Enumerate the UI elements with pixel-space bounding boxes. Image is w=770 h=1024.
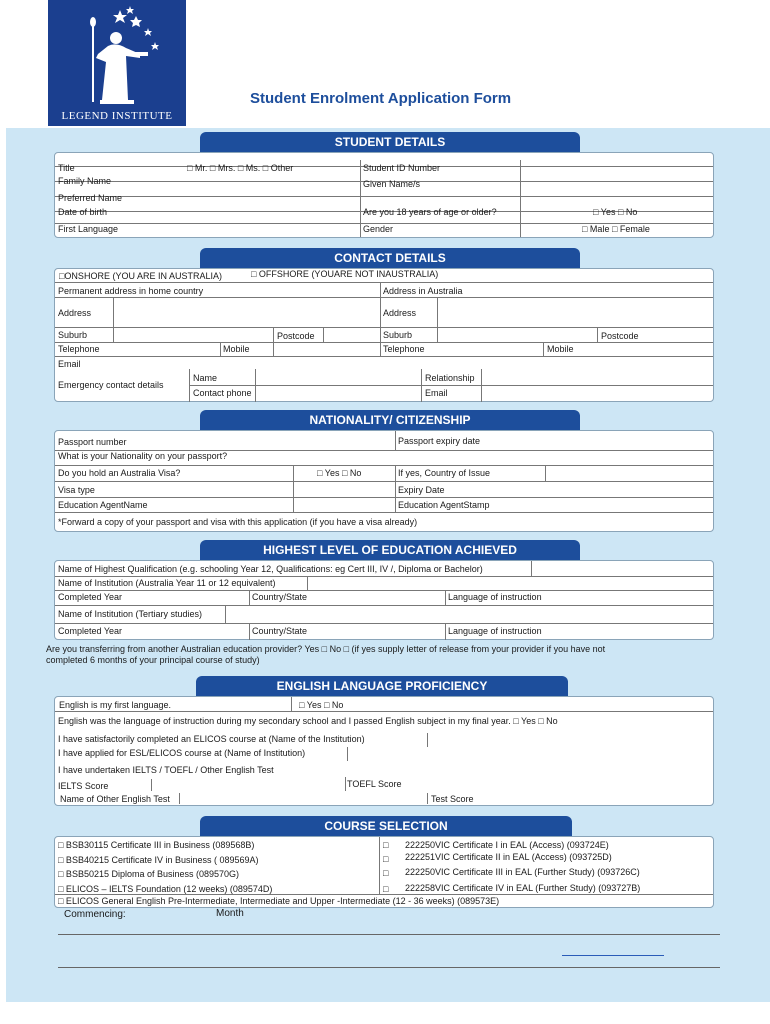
checkbox-icon[interactable]: □ [383,868,389,878]
checkbox-icon[interactable]: □ [383,840,389,850]
passport-note: *Forward a copy of your passport and visa with this application (if you have a visa already) [58,517,418,527]
toefl-score-label: TOEFL Score [347,779,402,789]
nationality-question: What is your Nationality on your passport? [58,451,228,461]
ielts-score-label: IELTS Score [58,781,109,791]
passport-number-label: Passport number [58,437,127,447]
visa-question: Do you hold an Australia Visa? [58,468,181,478]
family-name-label: Family Name [58,176,112,186]
language-instruction-label-1: Language of instruction [448,592,542,602]
checkbox-icon[interactable]: □ [383,884,389,894]
section-header-nationality: NATIONALITY/ CITIZENSHIP [200,410,580,430]
other-test-label: Name of Other English Test [60,794,170,804]
form-title: Student Enrolment Application Form [250,90,512,107]
completed-year-label-2: Completed Year [58,626,123,636]
institution-year11-label: Name of Institution (Australia Year 11 or 12 equivalent) [58,578,276,588]
suburb-label-left: Suburb [58,330,88,340]
section-header-student: STUDENT DETAILS [200,132,580,152]
course-option-ielts-foundation[interactable]: □ ELICOS – IELTS Foundation (12 weeks) (089574D) [58,884,273,894]
test-score-label: Test Score [431,794,474,804]
emergency-name-label: Name [193,373,218,383]
offshore-option[interactable]: □ OFFSHORE (YOUARE NOT INAUSTRALIA) [251,269,439,279]
first-language-label: First Language [58,224,119,234]
email-label: Email [58,359,81,369]
passport-expiry-label: Passport expiry date [398,436,481,446]
student-details-panel [54,152,714,238]
onshore-option[interactable]: □ONSHORE (YOU ARE IN AUSTRALIA) [59,271,222,281]
section-header-education: HIGHEST LEVEL OF EDUCATION ACHIEVED [200,540,580,560]
statue-emblem-icon [48,0,186,110]
bottom-line [58,967,720,968]
suburb-label-right: Suburb [383,330,413,340]
section-header-contact: CONTACT DETAILS [200,248,580,268]
date-underline [562,955,664,956]
course-option-bsb40215[interactable]: □ BSB40215 Certificate IV in Business ( 089569A) [58,855,259,865]
commencing-label: Commencing: [64,909,126,920]
address-label-right: Address [383,308,417,318]
title-options[interactable]: □ Mr. □ Mrs. □ Ms. □ Other [187,163,294,173]
country-state-label-1: Country/State [252,592,308,602]
institution-tertiary-label: Name of Institution (Tertiary studies) [58,609,203,619]
expiry-date-label: Expiry Date [398,485,445,495]
english-instruction-question[interactable]: English was the language of instruction during my secondary school and I passed English subject in my final year. □ Yes □ No [58,716,558,726]
transfer-question: Are you transferring from another Australian education provider? Yes □ No □ (if yes supply letter of release from your provider if you have not [46,644,606,654]
title-label: Title [58,163,75,173]
mobile-label-right: Mobile [547,344,574,354]
checkbox-icon[interactable]: □ [383,854,389,864]
english-first-language-options[interactable]: □ Yes □ No [299,700,344,710]
preferred-name-label: Preferred Name [58,193,123,203]
elicos-applied-label: I have applied for ESL/ELICOS course at (Name of Institution) [58,748,306,758]
contact-details-panel [54,268,714,402]
visa-type-label: Visa type [58,485,95,495]
address-australia-label: Address in Australia [383,286,463,296]
course-option-222258vic-iv[interactable]: 222258VIC Certificate IV in EAL (Further Study) (093727B) [405,883,641,893]
relationship-label: Relationship [425,373,475,383]
course-option-222250vic-i[interactable]: 222250VIC Certificate I in EAL (Access) (093724E) [405,840,609,850]
course-option-222251vic-ii[interactable]: 222251VIC Certificate II in EAL (Access) (093725D) [405,852,612,862]
english-first-language-label: English is my first language. [59,700,172,710]
given-names-label: Given Name/s [363,179,421,189]
month-label: Month [216,908,244,919]
country-issue-label: If yes, Country of Issue [398,468,491,478]
signature-line [58,934,720,935]
student-id-label: Student ID Number [363,163,441,173]
address-label-left: Address [58,308,92,318]
institute-logo [48,0,186,126]
language-instruction-label-2: Language of instruction [448,626,542,636]
highest-qualification-label: Name of Highest Qualification (e.g. schooling Year 12, Qualifications: eg Cert III, IV /, Diploma or Bachelor) [58,564,483,574]
gender-options[interactable]: □ Male □ Female [582,224,650,234]
course-option-general-english[interactable]: □ ELICOS General English Pre-Intermediate, Intermediate and Upper -Intermediate (12 - 36 weeks) (089573E) [58,896,500,906]
visa-options[interactable]: □ Yes □ No [317,468,362,478]
agent-stamp-label: Education AgentStamp [398,500,490,510]
gender-label: Gender [363,224,394,234]
logo-text: LEGEND INSTITUTE [61,110,173,122]
section-header-english: ENGLISH LANGUAGE PROFICIENCY [196,676,568,696]
emergency-email-label: Email [425,388,448,398]
completed-year-label-1: Completed Year [58,592,123,602]
course-panel [54,836,714,908]
emergency-contact-label: Emergency contact details [58,380,164,390]
postcode-label-left: Postcode [277,331,315,341]
course-option-bsb50215[interactable]: □ BSB50215 Diploma of Business (089570G) [58,869,240,879]
age-question: Are you 18 years of age or older? [363,207,497,217]
telephone-label-left: Telephone [58,344,100,354]
telephone-label-right: Telephone [383,344,425,354]
contact-phone-label: Contact phone [193,388,252,398]
section-header-course: COURSE SELECTION [200,816,572,836]
transfer-question-cont: completed 6 months of your principal course of study) [46,655,260,665]
mobile-label-left: Mobile [223,344,250,354]
dob-label: Date of birth [58,207,108,217]
education-panel [54,560,714,640]
nationality-panel [54,430,714,532]
postcode-label-right: Postcode [601,331,639,341]
elicos-completed-label: I have satisfactorily completed an ELICOS course at (Name of the Institution) [58,734,365,744]
agent-name-label: Education AgentName [58,500,148,510]
course-option-222250vic-iii[interactable]: 222250VIC Certificate III in EAL (Further Study) (093726C) [405,867,640,877]
ielts-taken-label: I have undertaken IELTS / TOEFL / Other English Test [58,765,274,775]
permanent-address-label: Permanent address in home country [58,286,204,296]
english-panel [54,696,714,806]
age-options[interactable]: □ Yes □ No [593,207,638,217]
course-option-bsb30115[interactable]: □ BSB30115 Certificate III in Business (089568B) [58,840,255,850]
country-state-label-2: Country/State [252,626,308,636]
